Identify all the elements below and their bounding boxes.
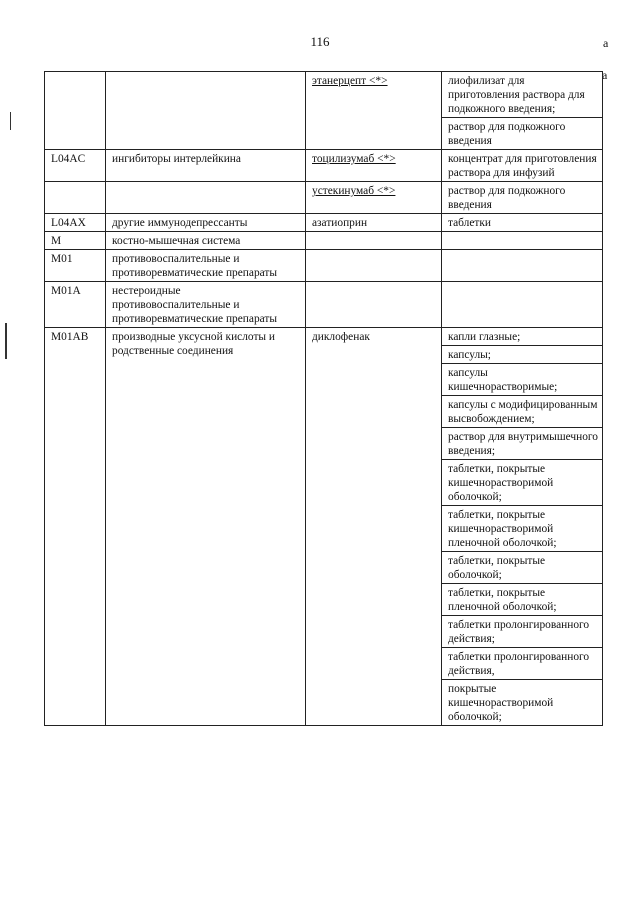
form-cell: капсулы; [442, 346, 603, 364]
medication-table-body [45, 72, 603, 726]
drug-cell: диклофенак [306, 328, 442, 726]
form-cell: лиофилизат для приготовления раствора для подкожного введения; [442, 72, 603, 118]
group-cell [106, 182, 306, 214]
drug-cell [306, 282, 442, 328]
scan-edge-mark [10, 112, 11, 130]
drug-name: этанерцепт <*> [312, 75, 388, 87]
corner-mark: a [603, 36, 609, 50]
code-cell: M [45, 232, 106, 250]
form-cell: таблетки, покрытые кишечнорастворимой оболочкой; [442, 460, 603, 506]
table-row [45, 250, 603, 282]
group-cell: другие иммунодепрессанты [106, 214, 306, 232]
group-cell: противовоспалительные и противоревматические препараты [106, 250, 306, 282]
scan-edge-mark [5, 323, 7, 359]
drug-cell [306, 182, 442, 214]
code-cell: L04AC [45, 150, 106, 182]
table-row [45, 232, 603, 250]
group-cell [106, 72, 306, 150]
page-number: 116 [310, 34, 330, 49]
group-cell: производные уксусной кислоты и родственные соединения [106, 328, 306, 726]
form-cell: капли глазные; [442, 328, 603, 346]
form-cell: раствор для подкожного введения [442, 182, 603, 214]
code-cell: L04AX [45, 214, 106, 232]
form-cell [442, 232, 603, 250]
form-cell: капсулы кишечнорастворимые; [442, 364, 603, 396]
form-cell: раствор для внутримышечного введения; [442, 428, 603, 460]
form-cell [442, 282, 603, 328]
drug-cell [306, 72, 442, 150]
form-cell: таблетки, покрытые кишечнорастворимой пленочной оболочкой; [442, 506, 603, 552]
group-cell: нестероидные противовоспалительные и противоревматические препараты [106, 282, 306, 328]
drug-cell [306, 150, 442, 182]
form-cell: таблетки пролонгированного действия, [442, 648, 603, 680]
drug-name: устекинумаб <*> [312, 185, 396, 197]
group-cell: ингибиторы интерлейкина [106, 150, 306, 182]
form-cell: покрытые кишечнорастворимой оболочкой; [442, 680, 603, 726]
table-row [45, 150, 603, 182]
form-cell: таблетки, покрытые оболочкой; [442, 552, 603, 584]
form-cell: таблетки пролонгированного действия; [442, 616, 603, 648]
form-cell: концентрат для приготовления раствора для инфузий [442, 150, 603, 182]
drug-cell [306, 250, 442, 282]
code-cell [45, 72, 106, 150]
form-cell: раствор для подкожного введения [442, 118, 603, 150]
code-cell: M01A [45, 282, 106, 328]
table-row [45, 72, 603, 118]
drug-cell: азатиоприн [306, 214, 442, 232]
drug-name: тоцилизумаб <*> [312, 153, 396, 165]
table-row [45, 182, 603, 214]
corner-mark-secondary: a [602, 68, 608, 82]
medication-table [44, 71, 603, 726]
form-cell: таблетки [442, 214, 603, 232]
form-cell [442, 250, 603, 282]
table-row [45, 328, 603, 346]
code-cell [45, 182, 106, 214]
table-row [45, 214, 603, 232]
drug-cell [306, 232, 442, 250]
form-cell: капсулы с модифицированным высвобождением; [442, 396, 603, 428]
table-row [45, 282, 603, 328]
code-cell: M01 [45, 250, 106, 282]
code-cell: M01AB [45, 328, 106, 726]
form-cell: таблетки, покрытые пленочной оболочкой; [442, 584, 603, 616]
group-cell: костно-мышечная система [106, 232, 306, 250]
